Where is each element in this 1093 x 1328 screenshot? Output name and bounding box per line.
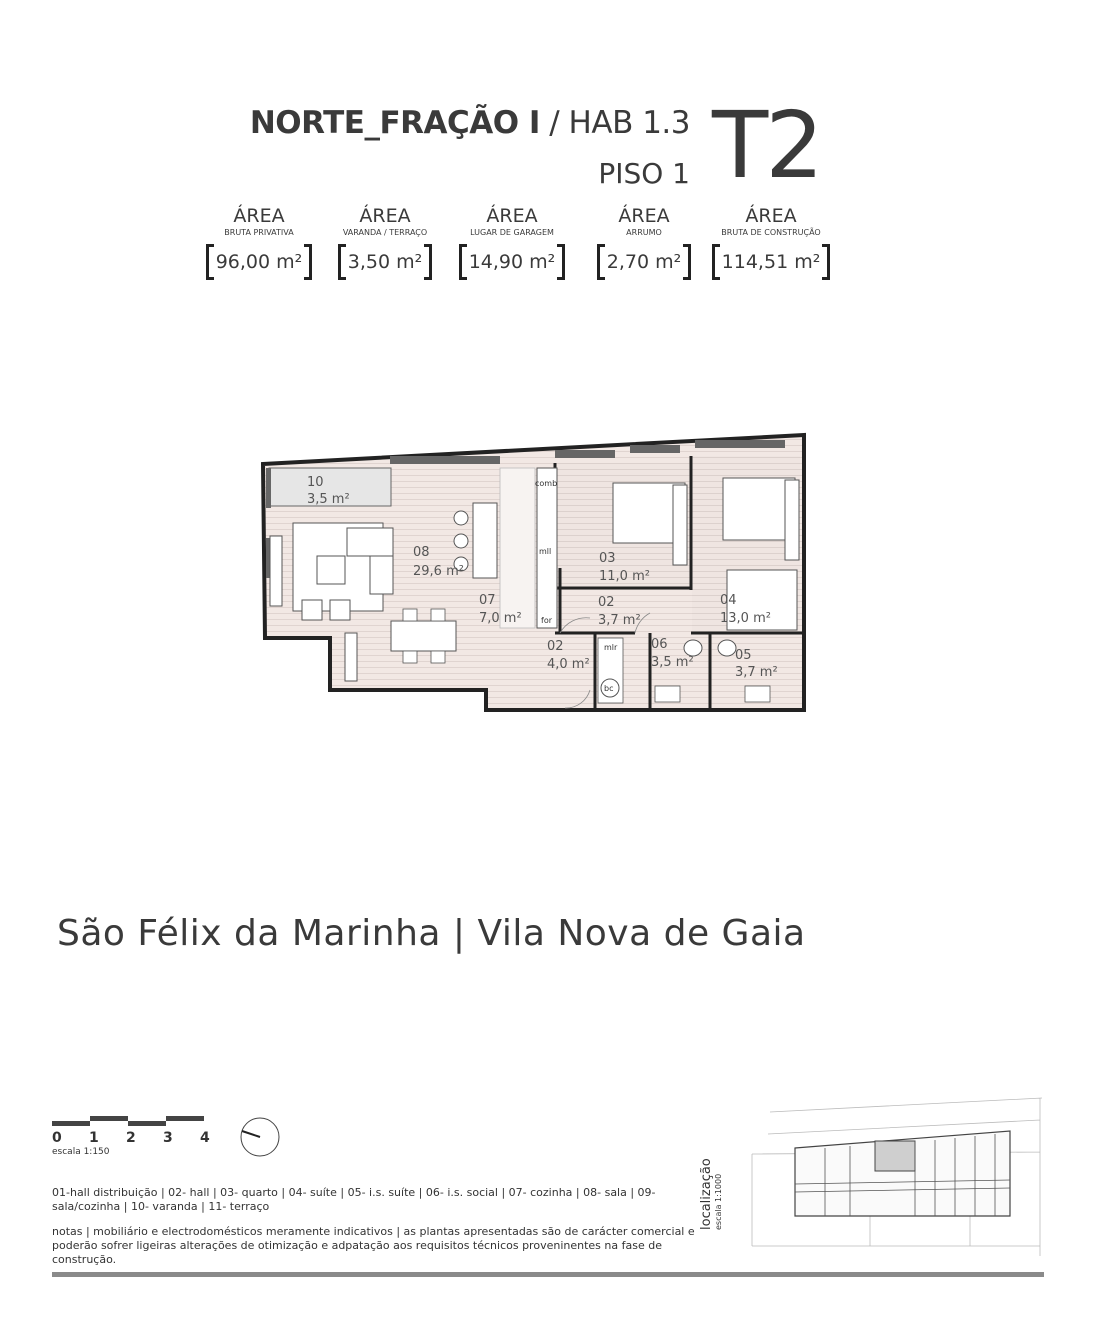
room-03-area: 11,0 m²	[599, 569, 650, 584]
room-06-area: 3,5 m²	[651, 655, 694, 670]
unit-title	[0, 105, 690, 141]
footer-bar	[52, 1272, 1044, 1277]
scale-numbers	[52, 1130, 237, 1146]
scale-number: 0	[52, 1130, 62, 1146]
fixture-comb: comb	[535, 479, 558, 488]
typology-label: T2	[712, 92, 821, 199]
scale-number: 4	[200, 1130, 210, 1146]
scale-number: 2	[126, 1130, 136, 1146]
area-heading: ÁREA	[618, 205, 670, 227]
room-05-number: 05	[735, 648, 752, 663]
room-07-number: 07	[479, 593, 496, 608]
area-heading: ÁREA	[233, 205, 285, 227]
area-subtitle: BRUTA DE CONSTRUÇÃO	[721, 228, 821, 237]
area-value: 96,00 m²	[209, 244, 310, 280]
area-subtitle: LUGAR DE GARAGEM	[470, 228, 554, 237]
disclaimer-notes: notas | mobiliário e electrodomésticos meramente indicativos | as plantas apresentadas são de carácter comercial e poderão sofrer ligeiras alterações de otimização e adpatação aos requisitos técnicos proveninentes na fase de construção.	[52, 1225, 695, 1266]
room-05-area: 3,7 m²	[735, 665, 778, 680]
scale-number: 1	[89, 1130, 99, 1146]
area-subtitle: VARANDA / TERRAÇO	[342, 228, 428, 237]
room-02b-number: 02	[547, 639, 564, 654]
site-plan-scale: escala 1:1000	[714, 1173, 723, 1230]
room-06-number: 06	[651, 637, 668, 652]
room-04-area: 13,0 m²	[720, 611, 771, 626]
fixture-for: for	[541, 616, 552, 625]
room-02-area: 3,7 m²	[598, 613, 641, 628]
area-subtitle: ARRUMO	[626, 228, 662, 237]
unit-title-bold: NORTE_FRAÇÃO I	[249, 105, 540, 141]
scale-bar	[52, 1115, 212, 1127]
fixture-bc: bc	[604, 684, 614, 693]
unit-title-rest: / HAB 1.3	[539, 105, 690, 141]
area-box-arrumo	[579, 205, 709, 280]
area-value: 2,70 m²	[600, 244, 688, 280]
area-value: 14,90 m²	[462, 244, 563, 280]
scale-label: escala 1:150	[52, 1147, 110, 1157]
floor-plan	[255, 428, 815, 718]
north-arrow-icon	[238, 1115, 282, 1159]
site-plan-title: localização	[699, 1158, 714, 1230]
area-subtitle: BRUTA PRIVATIVA	[224, 228, 294, 237]
room-03-number: 03	[599, 551, 616, 566]
area-heading: ÁREA	[486, 205, 538, 227]
floor-label: PISO 1	[598, 157, 690, 190]
room-02b-area: 4,0 m²	[547, 657, 590, 672]
room-08-area: 29,6 m²	[413, 564, 464, 579]
room-10-number: 10	[307, 475, 324, 490]
area-value: 3,50 m²	[341, 244, 429, 280]
site-plan	[750, 1096, 1046, 1258]
fixture-mlr: mlr	[604, 643, 618, 652]
area-box-garagem	[447, 205, 577, 280]
room-07-area: 7,0 m²	[479, 611, 522, 626]
area-box-bruta-privativa	[194, 205, 324, 280]
room-10-area: 3,5 m²	[307, 492, 350, 507]
location-title: São Félix da Marinha | Vila Nova de Gaia	[57, 913, 806, 954]
fixture-mll: mll	[539, 547, 552, 556]
area-value: 114,51 m²	[715, 244, 828, 280]
room-legend: 01-hall distribuição | 02- hall | 03- quarto | 04- suíte | 05- i.s. suíte | 06- i.s. social | 07- cozinha | 08- sala | 09- sala/cozinha | 10- varanda | 11- terraço	[52, 1186, 656, 1213]
area-box-varanda	[320, 205, 450, 280]
area-heading: ÁREA	[359, 205, 411, 227]
room-02-number: 02	[598, 595, 615, 610]
scale-number: 3	[163, 1130, 173, 1146]
room-04-number: 04	[720, 593, 737, 608]
area-heading: ÁREA	[745, 205, 797, 227]
area-box-construcao	[706, 205, 836, 280]
site-plan-label	[700, 1158, 723, 1230]
room-08-number: 08	[413, 545, 430, 560]
